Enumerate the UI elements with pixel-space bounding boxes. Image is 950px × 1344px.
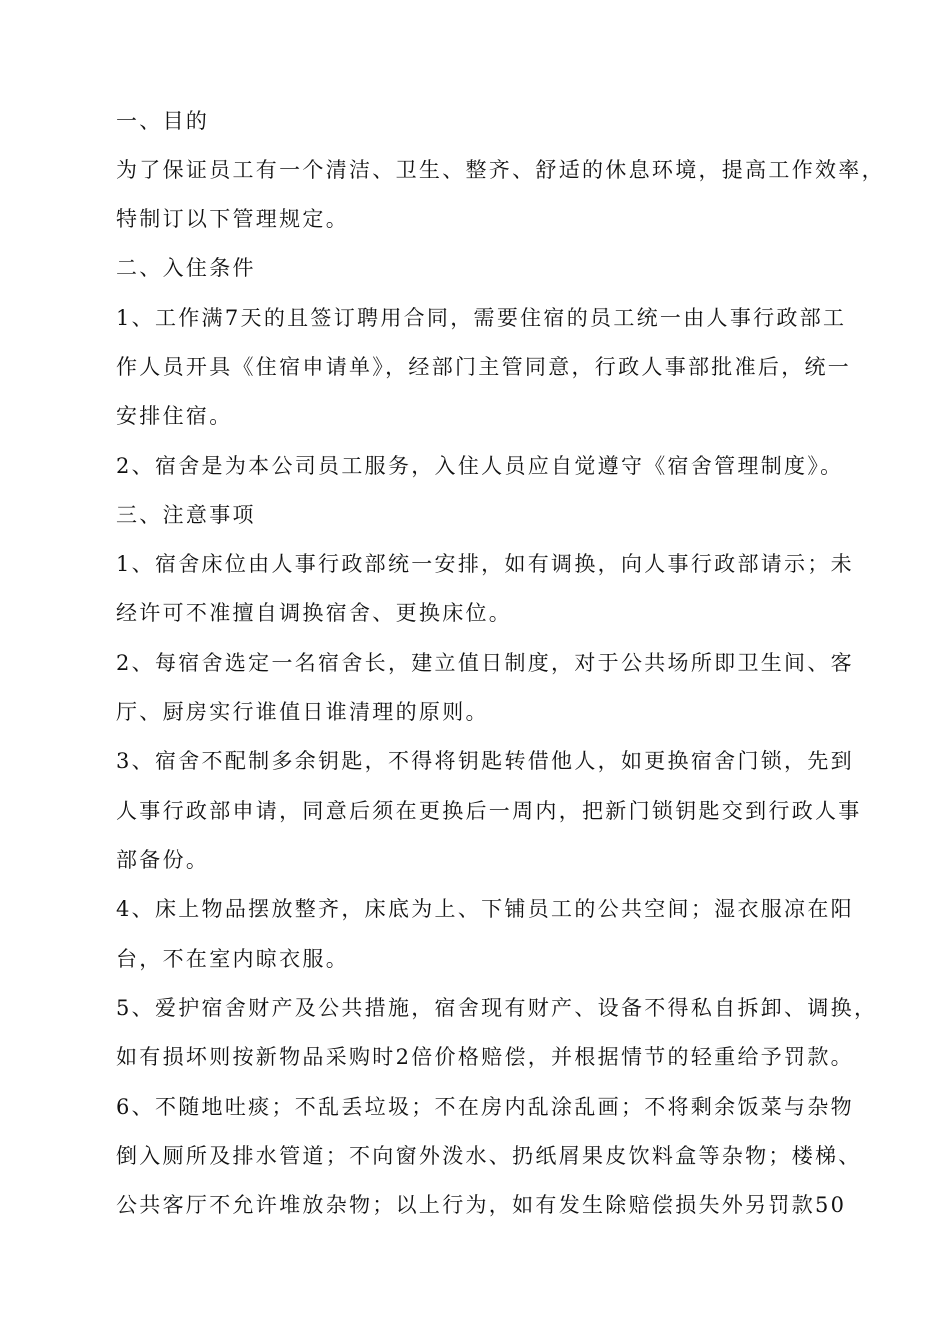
paragraph-line: 公共客厅不允许堆放杂物；以上行为，如有发生除赔偿损失外另罚款50	[116, 1193, 847, 1217]
paragraph-line: 如有损坏则按新物品采购时2倍价格赔偿，并根据情节的轻重给予罚款。	[116, 1045, 854, 1069]
paragraph-line: 人事行政部申请，同意后须在更换后一周内，把新门锁钥匙交到行政人事	[116, 799, 862, 823]
paragraph-line: 经许可不准擅自调换宿舍、更换床位。	[116, 601, 513, 625]
heading-purpose: 一、目的	[116, 109, 210, 133]
paragraph-line: 3、宿舍不配制多余钥匙，不得将钥匙转借他人，如更换宿舍门锁，先到	[116, 749, 854, 773]
paragraph-line: 为了保证员工有一个清洁、卫生、整齐、舒适的休息环境，提高工作效率，	[116, 158, 885, 182]
paragraph-line: 2、宿舍是为本公司员工服务，入住人员应自觉遵守《宿舍管理制度》。	[116, 454, 844, 478]
paragraph-line: 安排住宿。	[116, 404, 233, 428]
paragraph-line: 1、宿舍床位由人事行政部统一安排，如有调换，向人事行政部请示；未	[116, 552, 854, 576]
paragraph-line: 5、爱护宿舍财产及公共措施，宿舍现有财产、设备不得私自拆卸、调换，	[116, 996, 878, 1020]
heading-notes: 三、注意事项	[116, 503, 256, 527]
paragraph-line: 特制订以下管理规定。	[116, 207, 349, 231]
paragraph-line: 作人员开具《住宿申请单》，经部门主管同意，行政人事部批准后，统一	[116, 355, 852, 379]
heading-conditions: 二、入住条件	[116, 256, 256, 280]
paragraph-line: 4、床上物品摆放整齐，床底为上、下铺员工的公共空间；湿衣服凉在阳	[116, 897, 854, 921]
paragraph-line: 倒入厕所及排水管道；不向窗外泼水、扔纸屑果皮饮料盒等杂物；楼梯、	[116, 1144, 862, 1168]
paragraph-line: 2、每宿舍选定一名宿舍长，建立值日制度，对于公共场所即卫生间、客	[116, 651, 854, 675]
paragraph-line: 6、不随地吐痰；不乱丢垃圾；不在房内乱涂乱画；不将剩余饭菜与杂物	[116, 1095, 854, 1119]
paragraph-line: 1、工作满7天的且签订聘用合同，需要住宿的员工统一由人事行政部工	[116, 306, 847, 330]
paragraph-line: 部备份。	[116, 848, 210, 872]
paragraph-line: 厅、厨房实行谁值日谁清理的原则。	[116, 700, 489, 724]
paragraph-line: 台，不在室内晾衣服。	[116, 947, 349, 971]
